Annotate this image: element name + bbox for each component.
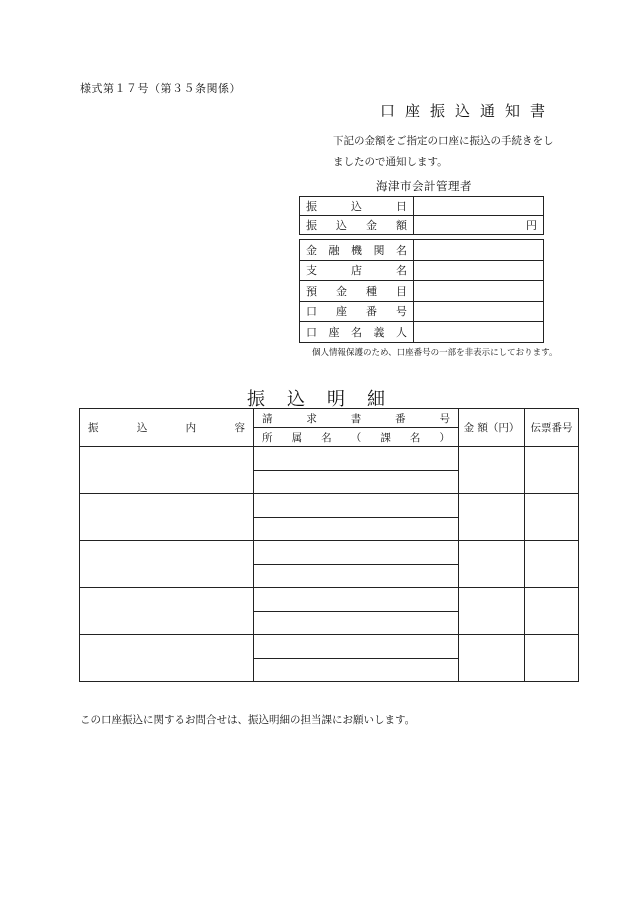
detail-voucher-cell (525, 541, 579, 588)
account-info-label-cell (300, 301, 414, 322)
account-info-row (300, 322, 544, 343)
account-info-row (300, 281, 544, 302)
detail-invoice-cell (254, 635, 459, 659)
detail-amount-cell (459, 447, 525, 494)
issuer-name: 海津市会計管理者 (376, 179, 472, 193)
detail-content-cell (80, 541, 254, 588)
detail-amount-cell (459, 635, 525, 682)
detail-content-cell (80, 447, 254, 494)
account-info-value-cell (414, 240, 544, 261)
detail-content-cell (80, 635, 254, 682)
account-info-label: 口 座 名 義 人 (306, 325, 407, 339)
transfer-info-value-cell (414, 197, 544, 216)
transfer-info-table (299, 196, 544, 235)
detail-department-cell (254, 470, 459, 494)
transfer-info-row (300, 216, 544, 235)
transfer-info-label: 振 込 日 (306, 200, 407, 213)
privacy-note: 個人情報保護のため、口座番号の一部を非表示にしております。 (312, 348, 558, 358)
detail-row (80, 494, 579, 518)
account-info-value-cell (414, 322, 544, 343)
detail-header-row (80, 409, 579, 428)
detail-department-cell (254, 611, 459, 635)
detail-department-cell (254, 658, 459, 682)
transfer-info-label-cell (300, 216, 414, 235)
document-title: 口座振込通知書 (380, 102, 556, 120)
detail-department-cell (254, 564, 459, 588)
transfer-info-label-cell (300, 197, 414, 216)
header-department (254, 428, 459, 447)
header-voucher: 伝票番号 (525, 409, 579, 447)
detail-invoice-cell (254, 447, 459, 471)
header-department-label: 所 属 名 （ 課 名 ） (262, 431, 450, 444)
account-info-label-cell (300, 240, 414, 261)
transfer-info-label: 振 込 金 額 (306, 219, 407, 232)
account-info-label-cell (300, 281, 414, 302)
detail-row (80, 588, 579, 612)
detail-row (80, 541, 579, 565)
header-invoice-label: 請 求 書 番 号 (262, 412, 450, 425)
detail-voucher-cell (525, 635, 579, 682)
account-info-label-cell (300, 322, 414, 343)
account-info-value-cell (414, 281, 544, 302)
account-info-row (300, 240, 544, 261)
header-content-label: 振 込 内 容 (88, 422, 245, 434)
header-content (80, 409, 254, 447)
account-info-label: 支 店 名 (306, 264, 407, 278)
detail-amount-cell (459, 494, 525, 541)
detail-voucher-cell (525, 494, 579, 541)
account-info-label: 預 金 種 目 (306, 284, 407, 298)
transfer-info-value-cell: 円 (414, 216, 544, 235)
footer-note: この口座振込に関するお問合せは、振込明細の担当課にお願いします。 (80, 714, 416, 726)
transfer-detail-table (79, 408, 579, 682)
intro-text: 下記の金額をご指定の口座に振込の手続きをしましたので通知します。 (333, 135, 554, 168)
account-info-label-cell (300, 260, 414, 281)
header-invoice-number (254, 409, 459, 428)
detail-voucher-cell (525, 588, 579, 635)
account-info-row (300, 301, 544, 322)
detail-content-cell (80, 588, 254, 635)
account-info-table (299, 239, 544, 343)
header-amount: 金 額（円） (459, 409, 525, 447)
detail-invoice-cell (254, 588, 459, 612)
detail-invoice-cell (254, 494, 459, 518)
transfer-info-row (300, 197, 544, 216)
detail-amount-cell (459, 588, 525, 635)
form-number: 様式第１７号（第３５条関係） (80, 82, 241, 95)
account-info-value-cell (414, 301, 544, 322)
detail-row (80, 635, 579, 659)
account-info-value-cell (414, 260, 544, 281)
detail-row (80, 447, 579, 471)
account-info-label: 口 座 番 号 (306, 305, 407, 319)
detail-title: 振込明細 (247, 389, 407, 410)
detail-voucher-cell (525, 447, 579, 494)
detail-invoice-cell (254, 541, 459, 565)
detail-content-cell (80, 494, 254, 541)
account-info-label: 金 融 機 関 名 (306, 243, 407, 257)
detail-department-cell (254, 517, 459, 541)
detail-amount-cell (459, 541, 525, 588)
account-info-row (300, 260, 544, 281)
